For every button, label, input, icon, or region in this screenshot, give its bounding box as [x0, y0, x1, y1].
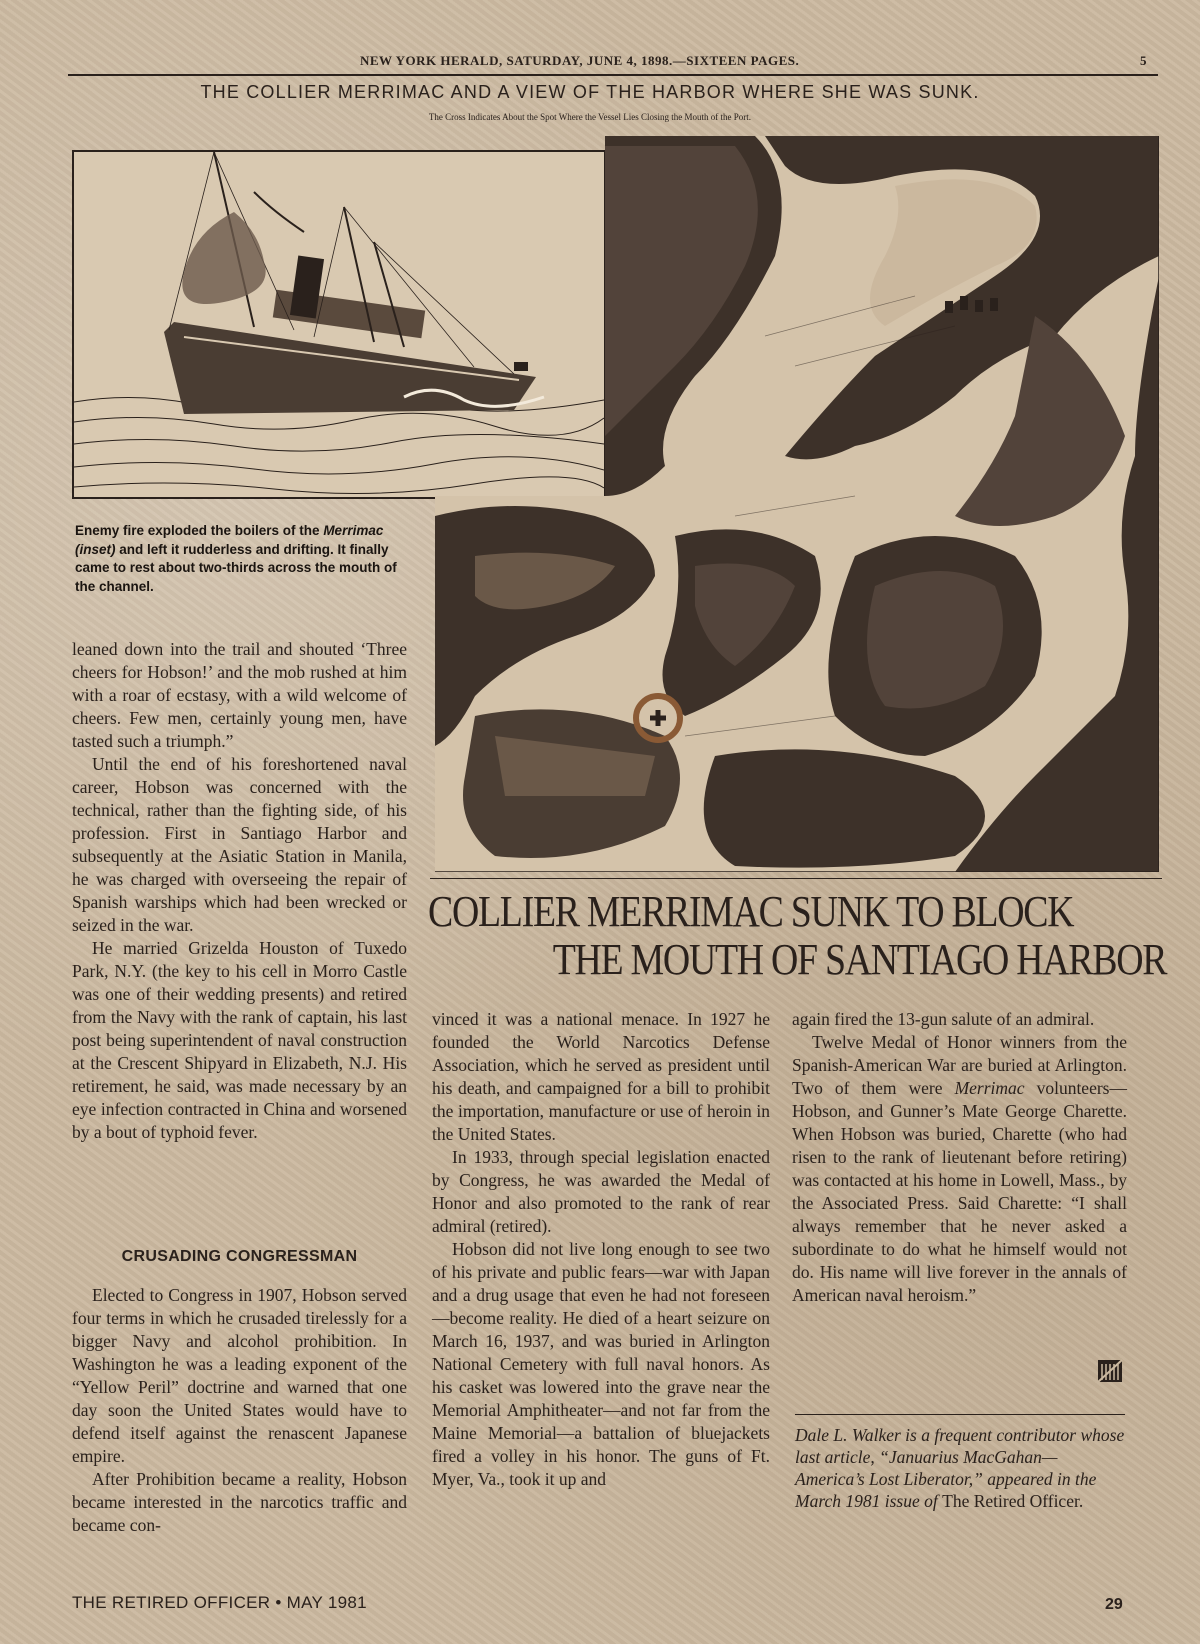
- paragraph-text: volunteers—Hobson, and Gunner’s Mate George Charette. When Hobson was buried, Charette (who had risen to the rank of lieutenant before retiring) was contacted at his home in Lowell, Mass., by the Associated Press. Said Charette: “I shall always remember that he never asked a subordinate to do what he himself would not do. His name will live forever in the annals of American naval heroism.”: [792, 1078, 1127, 1305]
- newspaper-masthead: NEW YORK HERALD, SATURDAY, JUNE 4, 1898.—SIXTEEN PAGES.: [360, 53, 800, 68]
- paragraph: Until the end of his foreshortened naval career, Hobson was concerned with the technical, rather than the fighting side, of his profession. First in Santiago Harbor and subsequently at the Asiatic Station in Manila, he was charged with overseeing the repair of Spanish warships which had been wrecked or seized in the war.: [72, 754, 407, 935]
- end-mark-icon: [1096, 1356, 1126, 1386]
- paragraph: [792, 1031, 1127, 1307]
- paragraph-text: Twelve Medal of Honor winners from the Spanish-American War are buried at Arlington. Two of them were: [792, 1032, 1127, 1098]
- paragraph: After Prohibition became a reality, Hobson became interested in the narcotics traffic and became con-: [72, 1469, 407, 1535]
- article-column-1-continued: [72, 1284, 407, 1537]
- article-column-3: [792, 1008, 1127, 1307]
- article-column-2: [432, 1008, 770, 1491]
- article-column-1: [72, 638, 407, 1144]
- headline-rule: [430, 878, 1162, 879]
- bio-rule: [795, 1414, 1125, 1415]
- footer-publication: THE RETIRED OFFICER • MAY 1981: [72, 1593, 367, 1612]
- paragraph: again fired the 13-gun salute of an admiral.: [792, 1009, 1095, 1029]
- paragraph: Elected to Congress in 1907, Hobson served four terms in which he crusaded tirelessly for a bigger Navy and alcohol prohibition. In Washington he was a leading exponent of the “Yellow Peril” doctrine and warned that one day soon the United States would have to defend itself against the renascent Japanese empire.: [72, 1285, 407, 1466]
- paragraph: He married Grizelda Houston of Tuxedo Park, N.Y. (the key to his cell in Morro Castle was one of their wedding presents) and retired from the Navy with the rank of captain, his last post being superintendent of naval construction at the Crescent Shipyard in Elizabeth, N.J. His retirement, he said, was made necessary by an eye infection contracted in China and worsened by a bout of typhoid fever.: [72, 938, 407, 1142]
- illustration-subhead: The Cross Indicates About the Spot Where the Vessel Lies Closing the Mouth of the Port.: [428, 112, 752, 122]
- section-subhead: CRUSADING CONGRESSMAN: [121, 1248, 358, 1265]
- footer-page-number: 29: [1105, 1596, 1123, 1613]
- caption-text-part1: Enemy fire exploded the boilers of the: [75, 523, 324, 538]
- article-headline-line1: COLLIER MERRIMAC SUNK TO BLOCK: [428, 887, 1074, 936]
- author-bio: [795, 1424, 1125, 1512]
- bio-publication: The Retired Officer.: [942, 1491, 1084, 1511]
- ship-name: Merrimac: [954, 1078, 1025, 1098]
- harbor-view-illustration: [435, 136, 1159, 872]
- paragraph: Hobson did not live long enough to see two of his private and public fears—war with Japan and a drug usage that even he had not foreseen—become reality. He died of a heart seizure on March 16, 1937, and was buried in Arlington National Cemetery with full naval honors. As his casket was lowered into the grave near the Memorial Amphitheater—and not far from the Maine Memorial—a battalion of bluejackets fired a volley in his honor. The guns of Ft. Myer, Va., took it up and: [432, 1239, 770, 1489]
- caption-text-part2: and left it rudderless and drifting. It finally came to rest about two-thirds across the mouth of the channel.: [75, 541, 397, 594]
- article-headline-line2: THE MOUTH OF SANTIAGO HARBOR: [552, 935, 1167, 984]
- caption-ship-name: Merrimac (inset): [75, 523, 384, 557]
- newspaper-page-number: 5: [1140, 53, 1147, 68]
- paragraph: leaned down into the trail and shouted ‘Three cheers for Hobson!’ and the mob rushed at him with a roar of ecstasy, with a wild welcome of cheers. Few men, certainly young men, have tasted such a triumph.”: [72, 639, 407, 751]
- article-headline: [428, 887, 1167, 984]
- bio-text: Dale L. Walker is a frequent contributor whose last article, “Januarius MacGahan—America’s Lost Liberator,” appeared in the March 1981 issue of: [795, 1425, 1125, 1511]
- inset-caption: [75, 522, 415, 596]
- paragraph: vinced it was a national menace. In 1927 he founded the World Narcotics Defense Association, which he served as president until his death, and campaigned for a bill to prohibit the importation, manufacture or use of heroin in the United States.: [432, 1009, 770, 1144]
- illustration-headline: THE COLLIER MERRIMAC AND A VIEW OF THE HARBOR WHERE SHE WAS SUNK.: [200, 82, 980, 102]
- paragraph: In 1933, through special legislation enacted by Congress, he was awarded the Medal of Honor and also promoted to the rank of rear admiral (retired).: [432, 1147, 770, 1236]
